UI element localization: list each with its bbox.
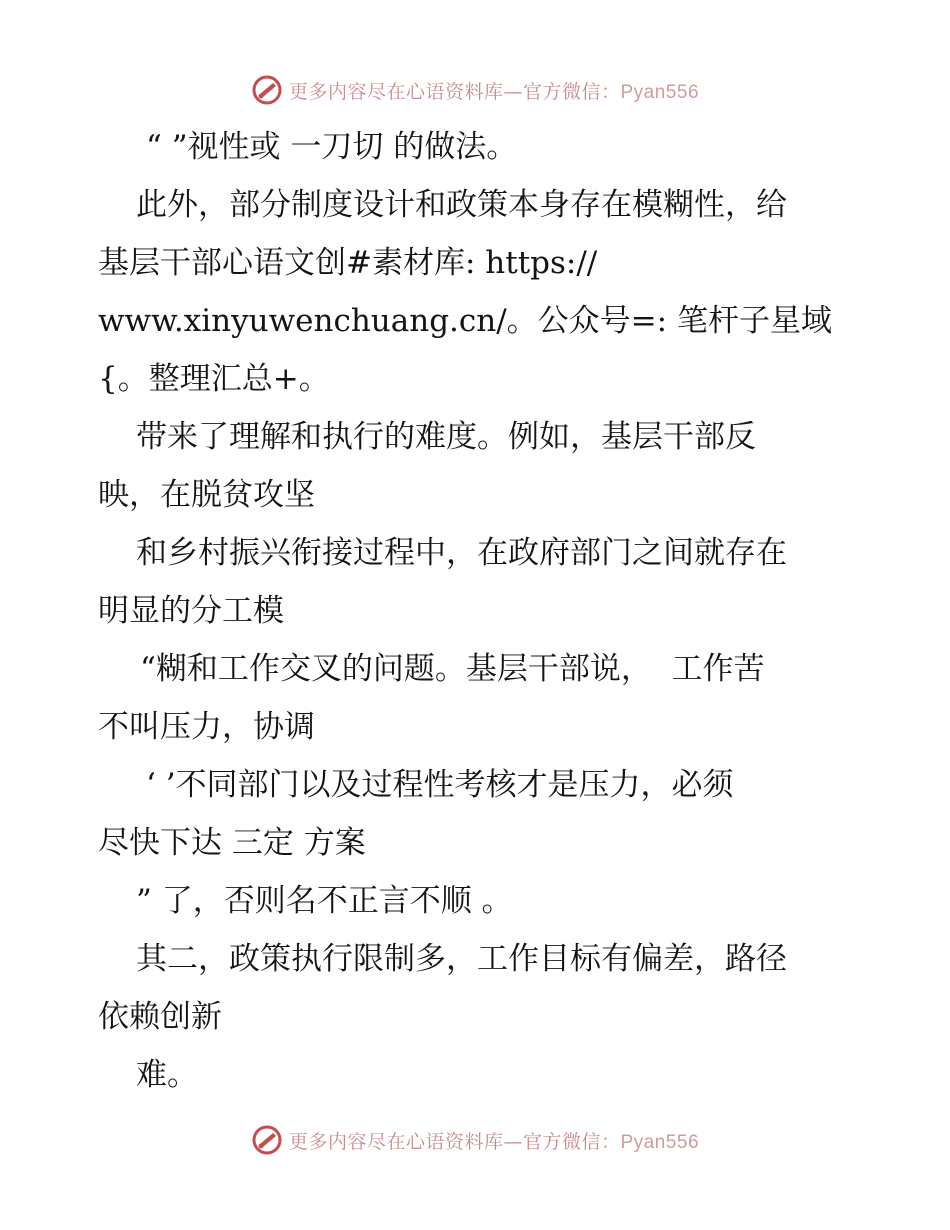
text-line: 明显的分工模 xyxy=(98,593,284,629)
text-line: 带来了理解和执行的难度。例如，基层干部反 xyxy=(136,419,756,455)
text-line: 和乡村振兴衔接过程中，在政府部门之间就存在 xyxy=(136,535,787,571)
text-line: “糊和工作交叉的问题。基层干部说， 工作苦 xyxy=(140,651,765,687)
text-line: ‘ ’不同部门以及过程性考核才是压力，必须 xyxy=(146,767,734,803)
text-line: 此外，部分制度设计和政策本身存在模糊性，给 xyxy=(136,187,787,223)
text-line: 依赖创新 xyxy=(98,999,222,1035)
text-line: {。整理汇总+。 xyxy=(98,361,330,397)
body-text xyxy=(0,118,950,1108)
red-seal-logo-icon xyxy=(251,74,283,106)
text-line: 映，在脱贫攻坚 xyxy=(98,477,315,513)
header-watermark xyxy=(0,72,950,108)
text-line: ” 了，否则名不正言不顺 。 xyxy=(136,883,513,919)
text-line: “ ”视性或 一刀切 的做法。 xyxy=(146,129,518,165)
red-seal-logo-icon xyxy=(251,1124,283,1156)
text-line: 不叫压力，协调 xyxy=(98,709,315,745)
watermark-text: 更多内容尽在心语资料库—官方微信：Pyan556 xyxy=(288,1130,700,1153)
footer-watermark xyxy=(0,1122,950,1158)
text-line: 尽快下达 三定 方案 xyxy=(98,825,366,861)
watermark-text: 更多内容尽在心语资料库—官方微信：Pyan556 xyxy=(288,80,700,103)
text-line: 难。 xyxy=(136,1057,198,1093)
text-line: 其二，政策执行限制多，工作目标有偏差，路径 xyxy=(136,941,787,977)
text-line: www.xinyuwenchuang.cn/。公众号=: 笔杆子星域 xyxy=(98,303,832,339)
text-line: 基层干部心语文创#素材库: https:// xyxy=(98,245,598,281)
